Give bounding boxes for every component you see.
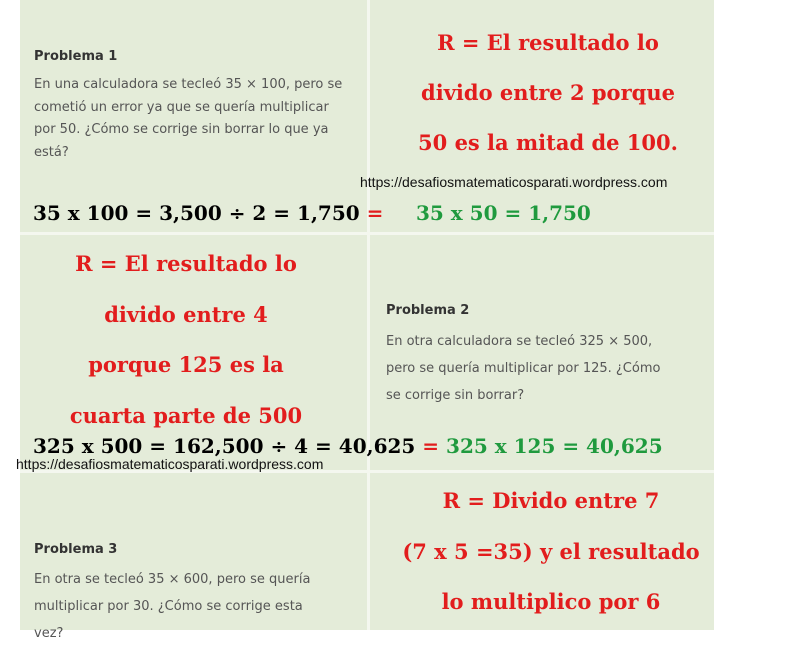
problem-2-answer [40,239,332,441]
problem-1-line: está? [34,144,69,160]
problem-1-answer [378,18,718,168]
answer-line: lo multiplico por 6 [441,589,661,614]
equation-calculation: 35 x 100 = 3,500 ÷ 2 = 1,750 [33,201,360,225]
answer-line: divido entre 4 [104,301,268,327]
equation-calculation: 325 x 500 = 162,500 ÷ 4 = 40,625 [33,434,416,458]
watermark-url: https://desafiosmatematicosparati.wordpress.com [16,456,324,472]
answer-line: R = El resultado lo [75,251,297,276]
problem-1-line: por 50. ¿Cómo se corrige sin borrar lo que ya [34,122,329,137]
problem-2-line: En otra calculadora se tecleó 325 × 500, [386,334,653,349]
answer-line: divido entre 2 porque [421,80,675,105]
problem-3-answer [376,476,726,628]
equation-equals: = [366,201,384,225]
problem-1-line: En una calculadora se tecleó 35 × 100, pero se [34,77,343,92]
problem-2-equation [33,434,663,458]
problem-2-line: pero se quería multiplicar por 125. ¿Cómo [386,361,661,376]
problem-1-statement [34,74,342,164]
problem-3-line: multiplicar por 30. ¿Cómo se corrige esta [34,599,303,614]
equation-equals: = [422,434,440,458]
problem-3-statement [34,566,310,647]
problem-3-label: Problema 3 [34,542,118,557]
problem-1-equation-result: 35 x 50 = 1,750 [416,201,591,225]
problem-2-line: se corrige sin borrar? [386,388,525,403]
problem-1-equation [33,201,383,225]
problem-3-line: vez? [34,626,64,641]
answer-line: R = El resultado lo [437,30,659,55]
problem-1-line: cometió un error ya que se quería multiplicar [34,99,329,115]
divider-column [367,0,370,630]
answer-line: cuarta parte de 500 [69,402,303,428]
problem-1-label: Problema 1 [34,49,118,64]
equation-result: 325 x 125 = 40,625 [446,434,663,458]
problem-2-label: Problema 2 [386,303,470,318]
answer-line: R = Divido entre 7 [442,488,660,513]
problem-2-statement [386,328,660,409]
problem-3-line: En otra se tecleó 35 × 600, pero se quería [34,572,311,587]
answer-line: (7 x 5 =35) y el resultado [402,538,700,564]
answer-line: porque 125 es la [88,352,284,377]
answer-line: 50 es la mitad de 100. [418,130,678,155]
watermark-url: https://desafiosmatematicosparati.wordpress.com [360,174,668,190]
